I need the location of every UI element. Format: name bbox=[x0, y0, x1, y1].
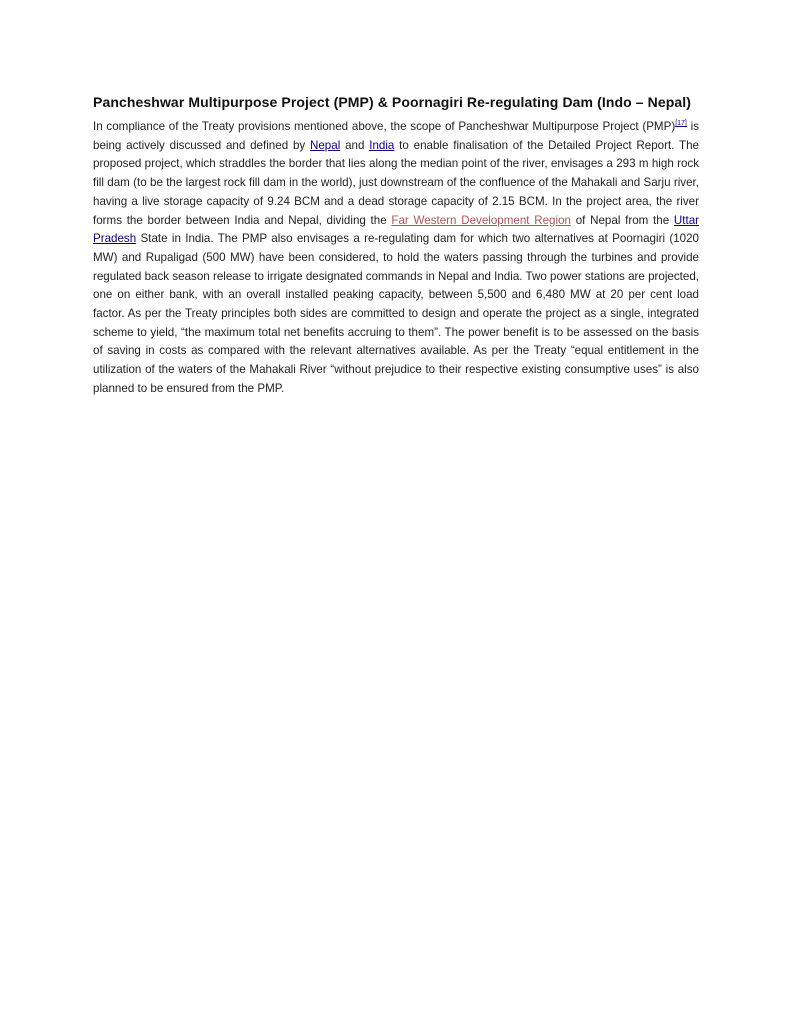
paragraph-text-6: State in India. The PMP also envisages a re-regulating dam for which two alternatives at Poornagiri (1020 MW) and Rupaligad (500 MW) have been considered, to hold the waters passing through the turbines and provide regulated back season release to irrigate designated commands in Nepal and India. Two power stations are projected, one on either bank, with an overall installed peaking capacity, between 5,500 and 6,480 MW at 20 per cent load factor. As per the Treaty principles both sides are committed to design and operate the project as a single, integrated scheme to yield, “the maximum total net benefits accruing to them”. The power benefit is to be assessed on the basis of saving in costs as compared with the relevant alternatives available. As per the Treaty “equal entitlement in the utilization of the waters of the Mahakali River “without prejudice to their respective existing consumptive uses” is also planned to be ensured from the PMP. bbox=[93, 232, 699, 395]
link-nepal[interactable]: Nepal bbox=[309, 138, 341, 152]
footnote-ref[interactable] bbox=[675, 120, 687, 127]
section-heading: Pancheshwar Multipurpose Project (PMP) & Poornagiri Re-regulating Dam (Indo – Nepal) bbox=[93, 94, 692, 110]
body-paragraph bbox=[93, 118, 699, 399]
paragraph-text-2: is being actively discussed and defined by bbox=[93, 120, 699, 152]
link-uttar-pradesh[interactable]: Uttar Pradesh bbox=[93, 213, 699, 246]
link-far-western-development-region[interactable]: Far Western Development Region bbox=[391, 213, 571, 227]
paragraph-text-3: and bbox=[340, 138, 370, 152]
paragraph-text-5: of Nepal from the bbox=[570, 213, 674, 227]
link-india[interactable]: India bbox=[369, 138, 395, 152]
document-page bbox=[93, 93, 699, 399]
paragraph-text-1: In compliance of the Treaty provisions mentioned above, the scope of Pancheshwar Multipurpose Project (PMP) bbox=[93, 120, 676, 133]
paragraph-text-4: to enable finalisation of the Detailed Project Report. The proposed project, which straddles the border that lies along the median point of the river, envisages a 293 m high rock fill dam (to be the largest rock fill dam in the world), just downstream of the confluence of the Mahakali and Sarju river, having a live storage capacity of 9.24 BCM and a dead storage capacity of 2.15 BCM. In the project area, the river forms the border between India and Nepal, dividing the bbox=[93, 138, 699, 227]
footnote-ref-link[interactable]: [17] bbox=[675, 120, 687, 128]
